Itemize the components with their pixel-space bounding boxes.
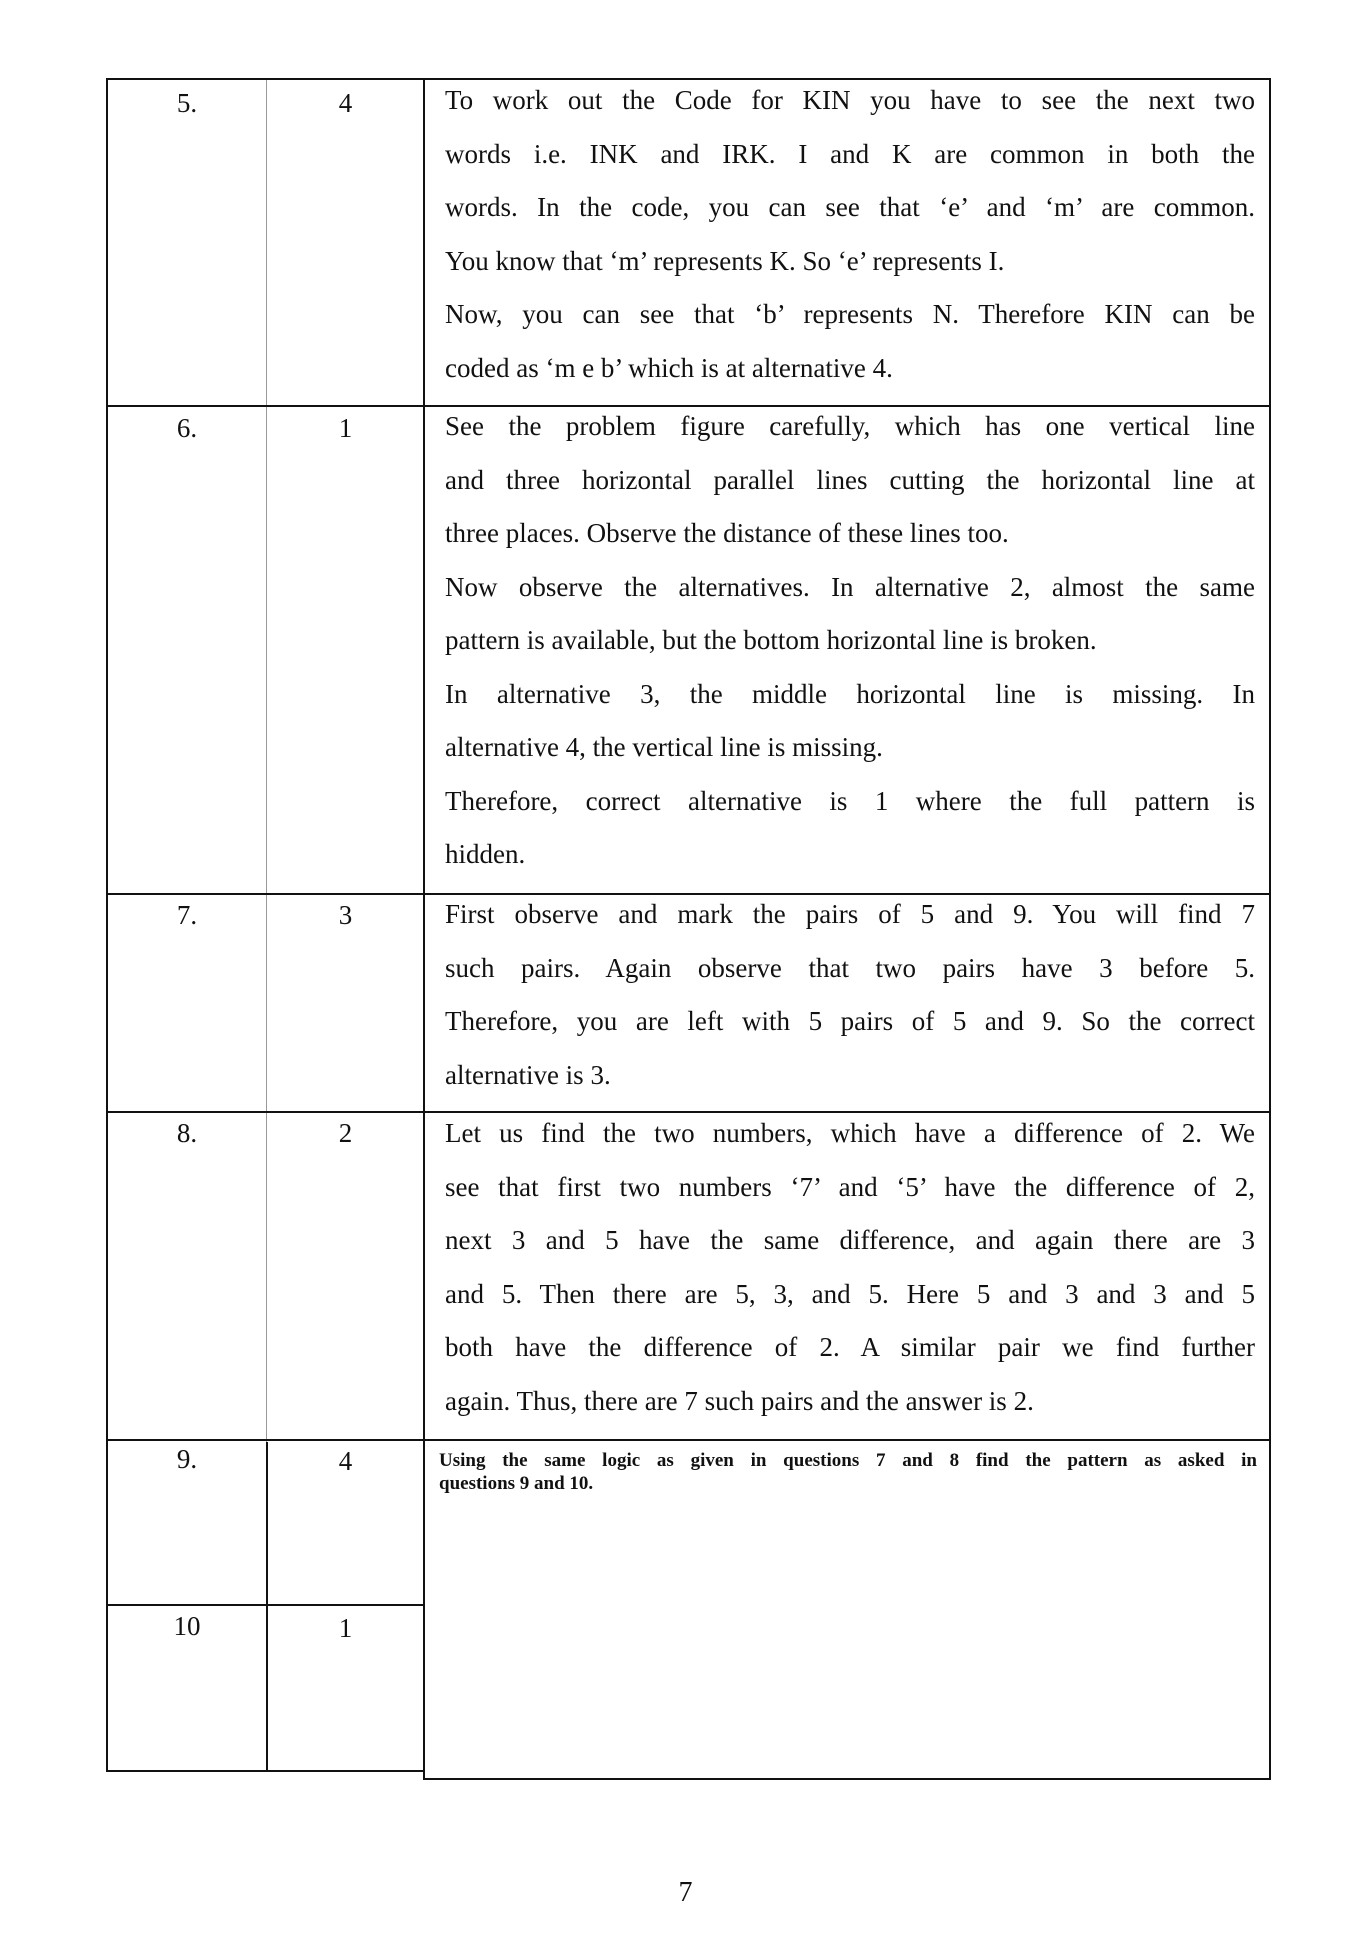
question-number: 9.: [176, 1444, 198, 1474]
explanation-line: First observe and mark the pairs of 5 and 9. You will find 7: [445, 899, 1255, 929]
explanation-line: both have the difference of 2. A similar pair we find further: [445, 1332, 1255, 1362]
explanation-line: Therefore, you are left with 5 pairs of 5 and 9. So the correct: [445, 1006, 1255, 1036]
explanation: [425, 1441, 1269, 1495]
question-number: 5.: [176, 88, 198, 118]
question-number: 7.: [176, 900, 198, 930]
explanation-line: Therefore, correct alternative is 1 where the full pattern is: [445, 785, 1255, 816]
explanation: [425, 74, 1269, 395]
answer-value: 2: [338, 1118, 353, 1148]
answer-value: 4: [338, 88, 353, 118]
explanation-line: See the problem figure carefully, which has one vertical line: [445, 411, 1255, 441]
explanation-line: alternative is 3.: [445, 1059, 611, 1090]
row-separator-partial: [106, 1604, 425, 1606]
table-border-bottom: [106, 1770, 425, 1772]
question-number: 6.: [176, 413, 198, 443]
explanation-line: To work out the Code for KIN you have to see the next two: [445, 85, 1255, 115]
explanation-line: such pairs. Again observe that two pairs have 3 before 5.: [445, 952, 1255, 983]
answer-value: 3: [338, 900, 353, 930]
answer-value: 1: [338, 413, 353, 443]
explanation-line: and 5. Then there are 5, 3, and 5. Here 5 and 3 and 3 and 5: [445, 1278, 1255, 1309]
explanation-line: words i.e. INK and IRK. I and K are common in both the: [445, 138, 1255, 169]
explanation-line: Using the same logic as given in questions 7 and 8 find the pattern as asked in: [439, 1450, 1257, 1471]
explanation-line: next 3 and 5 have the same difference, and again there are 3: [445, 1225, 1255, 1255]
explanation: [425, 400, 1269, 882]
question-number: 10: [173, 1611, 201, 1641]
explanation-line: and three horizontal parallel lines cutting the horizontal line at: [445, 464, 1255, 495]
table-divider-faint: [266, 78, 267, 1442]
explanation-line: three places. Observe the distance of these lines too.: [445, 518, 1009, 548]
answer-value: 1: [338, 1613, 353, 1643]
explanation: [425, 1107, 1269, 1428]
explanation-line: hidden.: [445, 839, 526, 869]
answer-value: 4: [338, 1446, 353, 1476]
explanation-line: questions 9 and 10.: [439, 1473, 594, 1494]
explanation-line: pattern is available, but the bottom horizontal line is broken.: [445, 625, 1097, 655]
question-number: 8.: [176, 1118, 198, 1148]
explanation-line: see that first two numbers ‘7’ and ‘5’ have the difference of 2,: [445, 1171, 1255, 1202]
table-border-bottom-right: [423, 1778, 1271, 1780]
explanation: [425, 888, 1269, 1102]
explanation-line: In alternative 3, the middle horizontal line is missing. In: [445, 678, 1255, 709]
table-border-col1: [266, 1442, 268, 1772]
explanation-line: You know that ‘m’ represents K. So ‘e’ represents I.: [445, 245, 1005, 276]
page-number: 7: [678, 1877, 693, 1908]
explanation-line: Let us find the two numbers, which have a difference of 2. We: [445, 1118, 1255, 1148]
table-border-right: [1269, 78, 1271, 1780]
explanation-line: coded as ‘m e b’ which is at alternative 4.: [445, 352, 893, 383]
explanation-line: Now observe the alternatives. In alternative 2, almost the same: [445, 571, 1255, 602]
explanation-line: again. Thus, there are 7 such pairs and the answer is 2.: [445, 1385, 1034, 1416]
explanation-line: Now, you can see that ‘b’ represents N. Therefore KIN can be: [445, 299, 1255, 329]
explanation-line: alternative 4, the vertical line is missing.: [445, 732, 883, 762]
explanation-line: words. In the code, you can see that ‘e’ and ‘m’ are common.: [445, 192, 1255, 222]
